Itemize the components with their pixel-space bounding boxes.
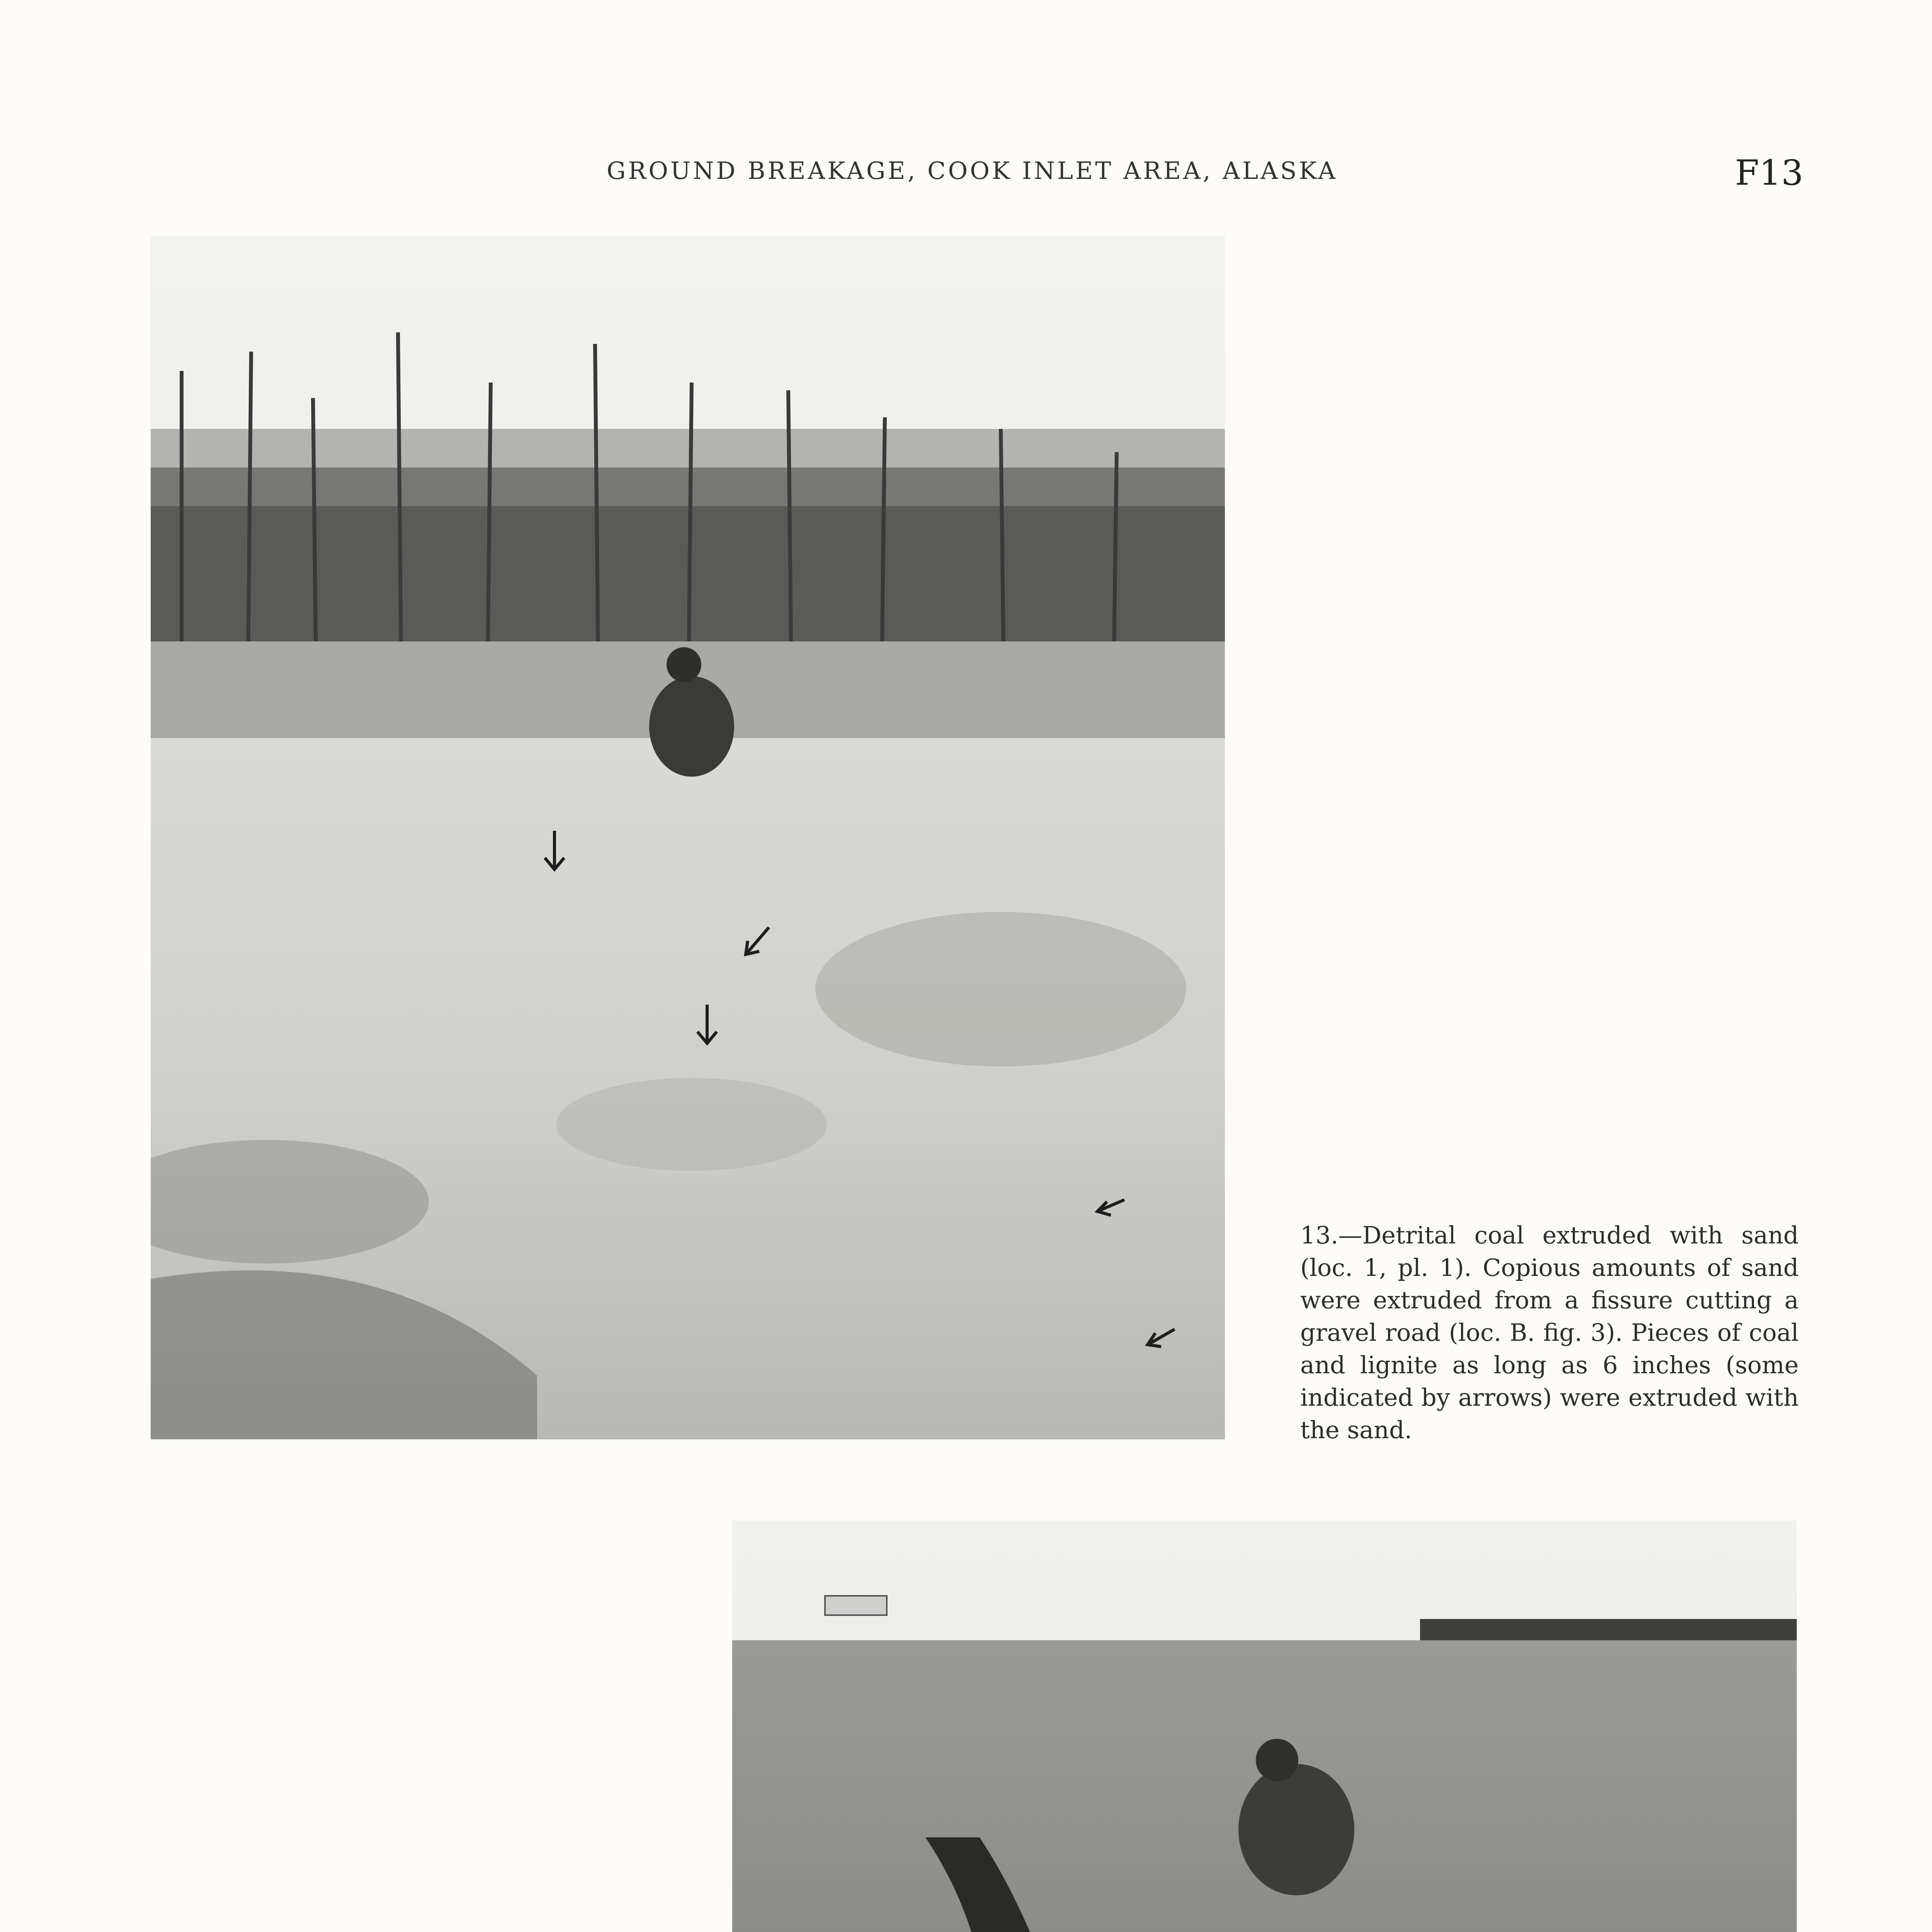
figure-14-image xyxy=(732,1520,1797,1932)
figure-14-photo xyxy=(732,1520,1797,1932)
figure-13-photo xyxy=(151,236,1225,1439)
page-number: F13 xyxy=(1735,153,1803,193)
figure-13-image xyxy=(151,236,1225,1439)
figure-13-caption: 13.—Detrital coal extruded with sand (loc. 1, pl. 1). Copious amounts of sand were extruded from a fissure cutting a gravel road (loc. B. fig. 3). Pieces of coal and lignite as long as 6 inches (some indicated by arrows) were extruded with the sand. xyxy=(1300,1221,1799,1444)
running-head: GROUND BREAKAGE, COOK INLET AREA, ALASKA xyxy=(607,156,1338,185)
